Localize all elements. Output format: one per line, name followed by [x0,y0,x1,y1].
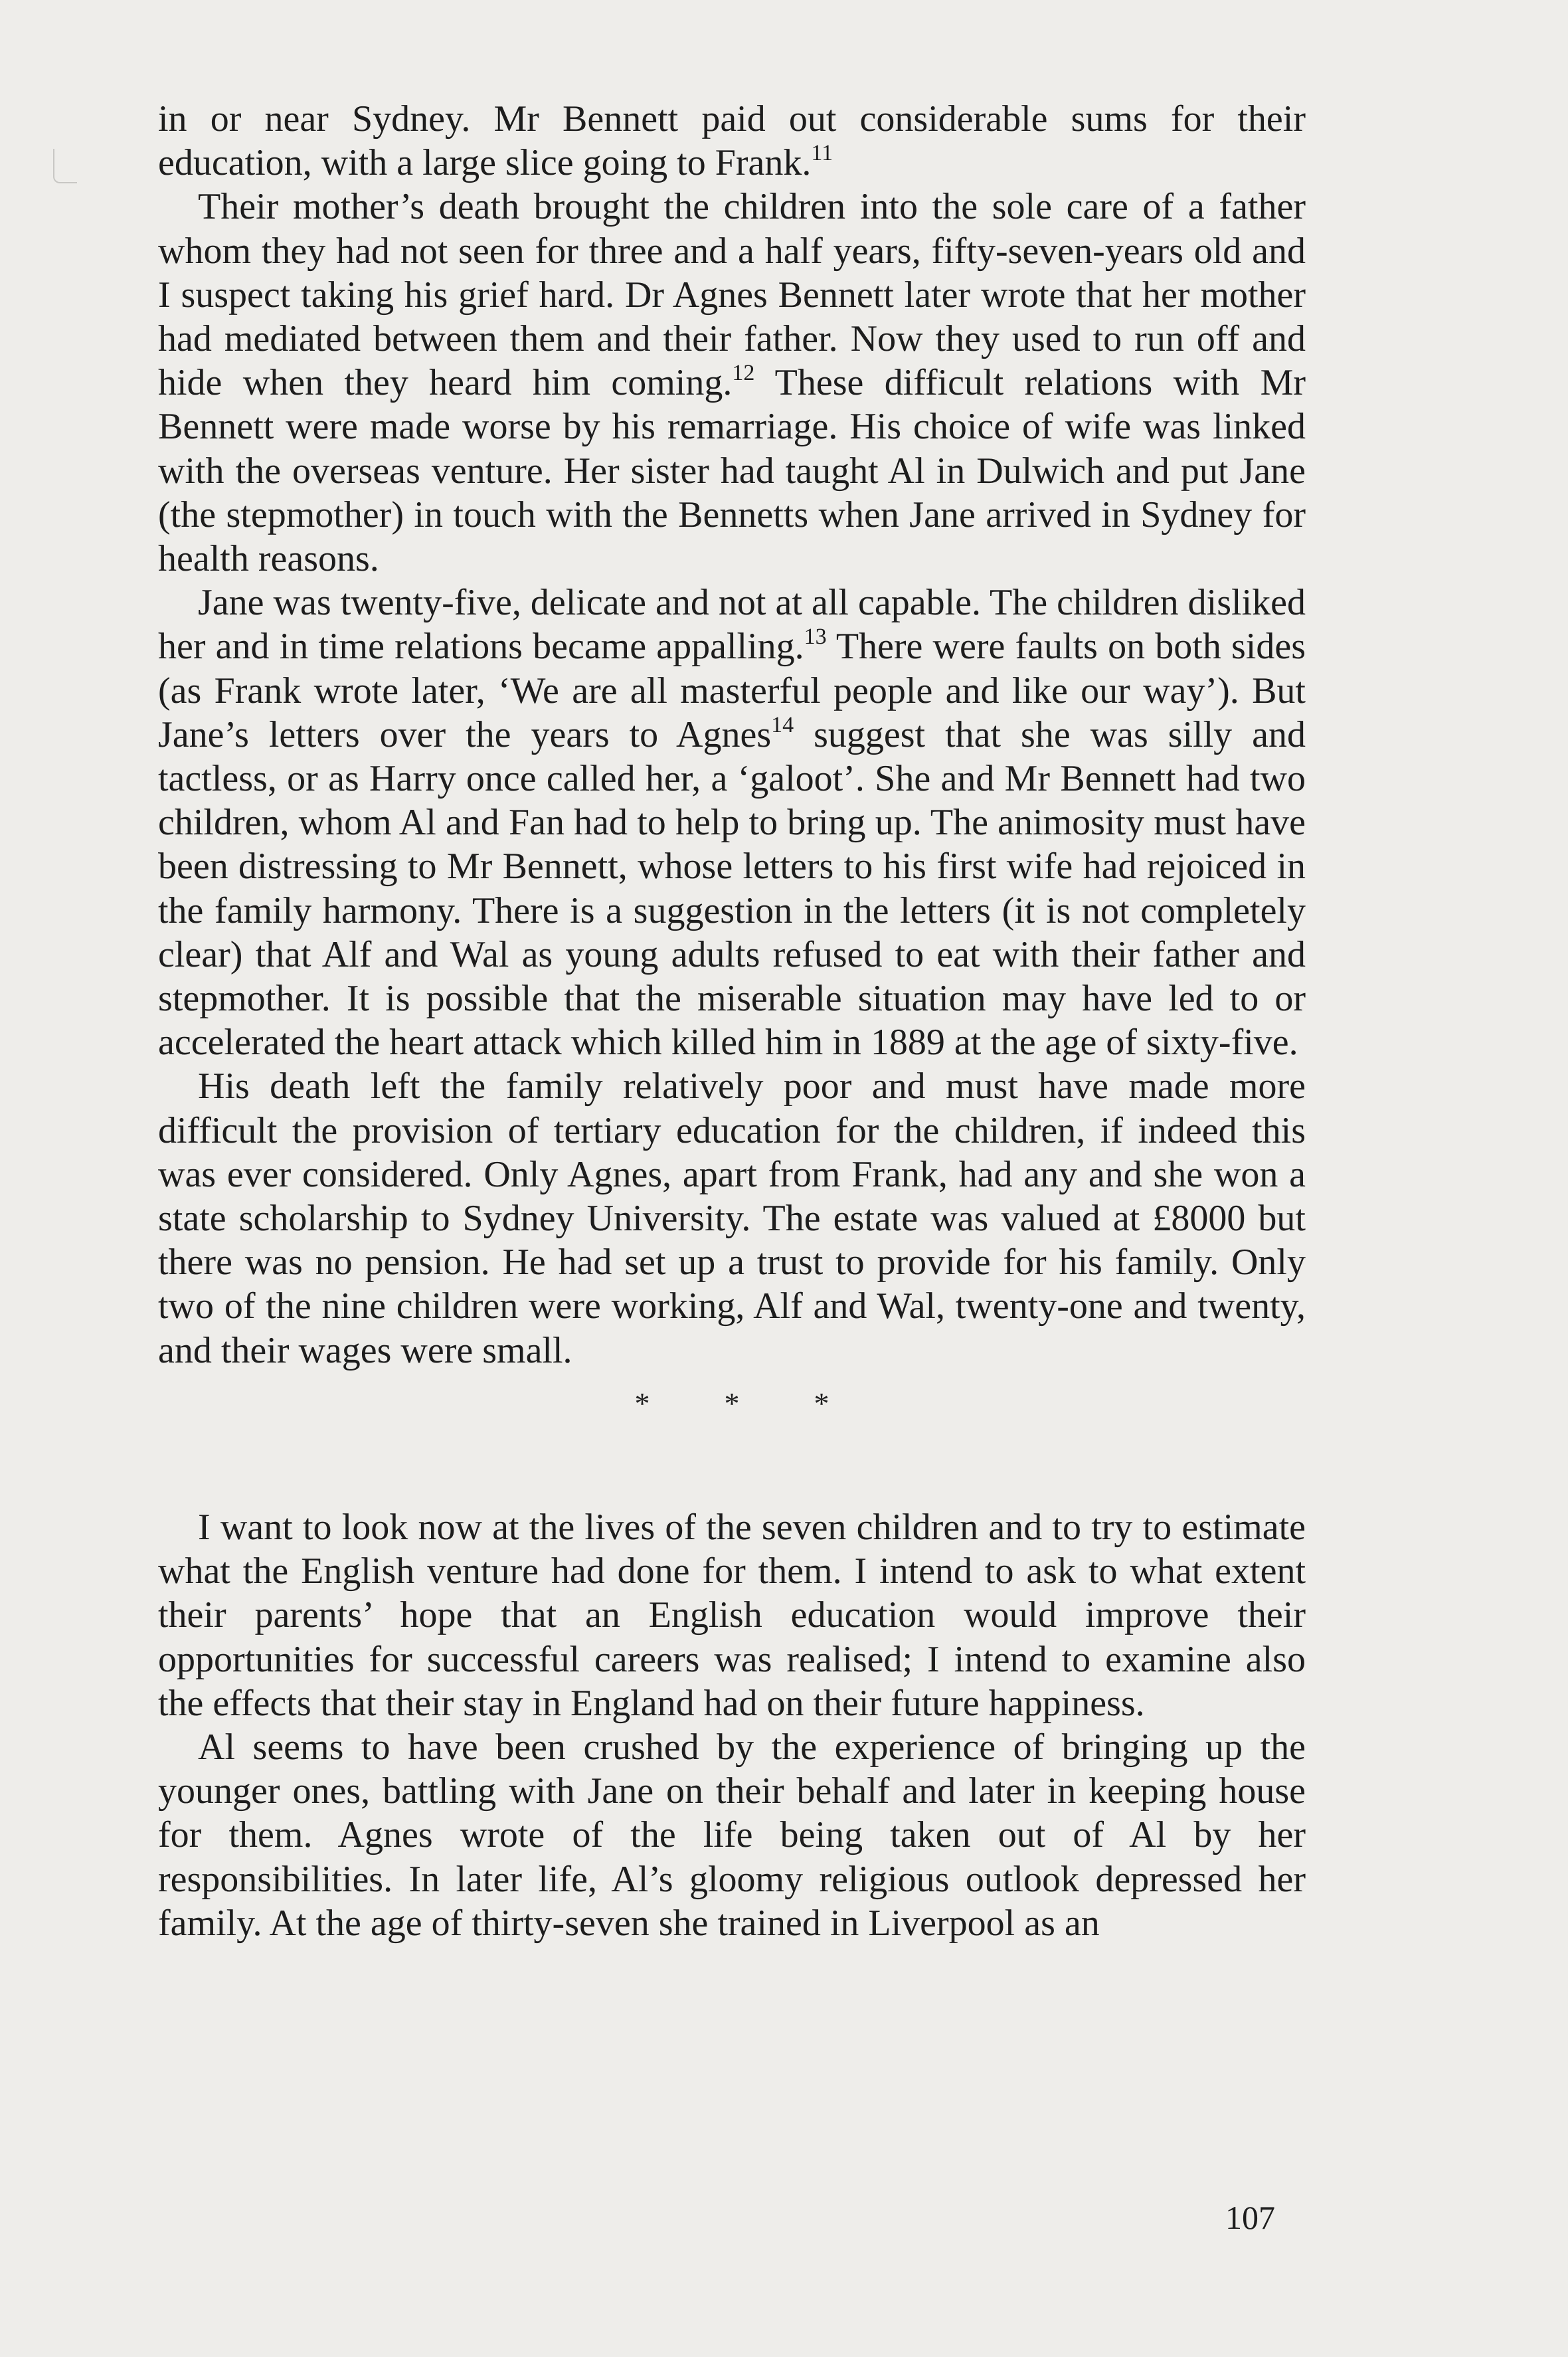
margin-pencil-mark [53,149,77,183]
paragraph-text: His death left the family relatively poor and must have made more difficult the provision of tertiary education for the children, if indeed this was ever considered. Only Agnes, apart from Frank, had any and she won a state scholarship to Sydney University. The estate was valued at £8000 but there was no pension. He had set up a trust to provide for his family. Only two of the nine children were working, Alf and Wal, twenty-one and twenty, and their wages were small. [158,1066,1306,1371]
paragraph-2 [158,185,1306,581]
asterisk: * [634,1386,650,1420]
asterisk: * [814,1386,829,1420]
paragraph-3 [158,581,1306,1064]
paragraph-text: I want to look now at the lives of the seven children and to try to estimate what the English venture had done for them. I intend to ask to what extent their parents’ hope that an English education would improve their opportunities for successful careers was realised; I intend to examine also the effects that their stay in England had on their future happiness. [158,1506,1306,1724]
paragraph-6 [158,1725,1306,1945]
body-text [158,97,1306,1945]
footnote-ref[interactable]: 13 [804,624,827,650]
paragraph-4 [158,1064,1306,1372]
paragraph-text: These difficult relations with Mr Bennett were made worse by his remarriage. His choice of wife was linked with the overseas venture. Her sister had taught Al in Dulwich and put Jane (the stepmother) in touch with the Bennetts when Jane arrived in Sydney for health reasons. [158,362,1306,580]
page-number: 107 [1225,2199,1275,2236]
footnote-ref[interactable]: 11 [811,141,833,166]
paragraph-text: Their mother’s death brought the children into the sole care of a father whom they had not seen for three and a half years, fifty-seven-years old and I suspect taking his grief hard. Dr Agnes Bennett later wrote that her mother had mediated between them and their father. Now they used to run off and hide when they heard him coming. [158,186,1306,404]
paragraph-text: suggest that she was silly and tactless, or as Harry once called her, a ‘galoot’. She and Mr Bennett had two children, whom Al and Fan had to help to bring up. The animosity must have been distressing to Mr Bennett, whose letters to his first wife had rejoiced in the family harmony. There is a suggestion in the letters (it is not completely clear) that Alf and Wal as young adults refused to eat with their father and stepmother. It is possible that the miserable situation may have led to or accelerated the heart attack which killed him in 1889 at the age of sixty-five. [158,713,1306,1064]
paragraph-text: There were faults on both sides (as Frank wrote later, ‘We are all masterful people and like our way’). But Jane’s letters over the years to Agnes [158,626,1306,755]
paragraph-text: Jane was twenty-five, delicate and not at all capable. The children disliked her and in time relations became appalling. [158,582,1306,668]
paragraph-1 [158,97,1306,185]
paragraph-5 [158,1505,1306,1725]
paragraph-text: Al seems to have been crushed by the experience of bringing up the younger ones, battling with Jane on their behalf and later in keeping house for them. Agnes wrote of the life being taken out of Al by her responsibilities. In later life, Al’s gloomy religious outlook depressed her family. At the age of thirty-seven she trained in Liverpool as an [158,1726,1306,1944]
footnote-ref[interactable]: 12 [732,361,755,386]
paragraph-text: in or near Sydney. Mr Bennett paid out considerable sums for their education, with a large slice going to Frank. [158,98,1306,184]
section-break [158,1372,1306,1505]
footnote-ref[interactable]: 14 [771,712,794,737]
asterisk: * [724,1386,740,1420]
